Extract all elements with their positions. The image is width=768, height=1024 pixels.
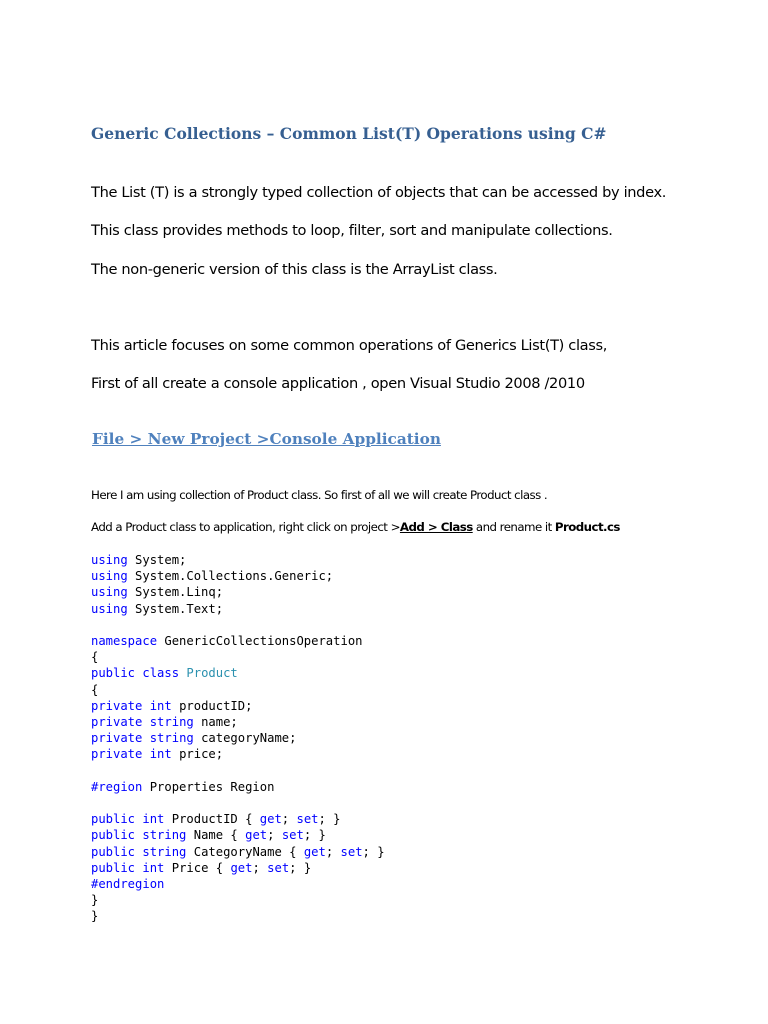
code-keyword: using	[91, 585, 128, 600]
code-line	[91, 568, 385, 584]
paragraph-class-methods: This class provides methods to loop, filter, sort and manipulate collections.	[91, 222, 613, 239]
code-text: {	[91, 682, 99, 697]
paragraph-add-product-class	[91, 520, 620, 534]
code-keyword: string	[142, 828, 187, 843]
code-keyword: set	[340, 844, 363, 859]
code-text: System.Collections.Generic;	[127, 569, 334, 584]
code-text: ProductID {	[164, 812, 260, 827]
code-text: Properties Region	[142, 779, 275, 794]
code-text: ;	[267, 828, 282, 843]
paragraph-article-focus: This article focuses on some common operations of Generics List(T) class,	[91, 337, 608, 354]
code-line	[91, 746, 385, 762]
code-text: ; }	[362, 844, 385, 859]
code-keyword: int	[142, 812, 165, 827]
code-keyword: using	[91, 553, 128, 567]
code-keyword: get	[303, 844, 326, 859]
code-text: ; }	[303, 828, 326, 843]
code-text: ;	[325, 844, 341, 859]
paragraph-product-collection: Here I am using collection of Product class. So first of all we will create Product class .	[91, 488, 548, 502]
code-text: ;	[281, 812, 297, 827]
code-keyword: private	[91, 715, 143, 730]
code-line	[91, 714, 385, 730]
code-text	[142, 715, 149, 729]
code-keyword: get	[230, 860, 253, 875]
code-line	[91, 665, 385, 681]
code-text: }	[91, 893, 99, 908]
code-keyword: public	[91, 828, 136, 843]
code-text: ;	[252, 860, 268, 875]
code-text: {	[91, 650, 99, 665]
code-type-name: Product	[186, 666, 238, 681]
code-keyword: string	[142, 844, 187, 859]
code-line	[91, 633, 385, 649]
code-keyword: using	[91, 569, 128, 584]
code-text: price;	[171, 747, 224, 762]
code-line	[91, 827, 385, 843]
code-text: ; }	[289, 860, 312, 875]
code-line	[91, 908, 385, 924]
code-keyword: using	[91, 601, 128, 616]
code-keyword: int	[142, 860, 165, 875]
product-filename: Product.cs	[554, 520, 620, 534]
code-line	[91, 584, 385, 600]
code-text: Price {	[164, 860, 231, 875]
code-line	[91, 682, 385, 698]
code-line	[91, 876, 385, 892]
code-line	[91, 601, 385, 617]
section-heading-new-project: File > New Project >Console Application	[92, 430, 441, 448]
code-block-product-class	[91, 552, 385, 925]
code-line	[91, 860, 385, 876]
code-keyword: #endregion	[91, 877, 165, 892]
code-keyword: string	[149, 715, 194, 730]
code-keyword: public	[91, 666, 136, 681]
code-keyword: class	[142, 666, 180, 681]
code-text: ; }	[318, 812, 341, 827]
paragraph-non-generic: The non-generic version of this class is the ArrayList class.	[91, 261, 498, 278]
code-keyword: private	[91, 698, 143, 713]
code-line	[91, 811, 385, 827]
code-text: System;	[127, 553, 187, 567]
code-keyword: set	[296, 812, 319, 827]
code-line	[91, 844, 385, 860]
code-keyword: public	[91, 812, 136, 827]
code-keyword: int	[149, 747, 172, 762]
code-keyword: private	[91, 731, 143, 746]
code-text: name;	[193, 715, 238, 730]
code-text: }	[91, 909, 99, 924]
code-text: CategoryName {	[186, 844, 304, 859]
code-text: System.Text;	[127, 601, 224, 616]
code-text: GenericCollectionsOperation	[157, 634, 363, 649]
code-text: System.Linq;	[127, 585, 224, 600]
code-text: Name {	[186, 828, 246, 843]
instruction-text-start: Add a Product class to application, right click on project >	[91, 520, 400, 534]
code-line	[91, 617, 385, 633]
code-keyword: get	[259, 812, 282, 827]
add-class-menu-path: Add > Class	[399, 520, 473, 534]
page-title: Generic Collections – Common List(T) Operations using C#	[91, 124, 607, 143]
code-keyword: string	[149, 731, 194, 746]
code-line	[91, 892, 385, 908]
code-keyword: get	[245, 828, 268, 843]
code-keyword: private	[91, 747, 143, 762]
code-text	[142, 747, 149, 761]
code-text: categoryName;	[193, 731, 297, 746]
code-line	[91, 730, 385, 746]
code-line	[91, 779, 385, 795]
instruction-text-middle: and rename it	[472, 520, 555, 534]
code-keyword: public	[91, 844, 136, 859]
code-line	[91, 698, 385, 714]
code-keyword: public	[91, 860, 136, 875]
code-keyword: set	[267, 860, 290, 875]
code-keyword: namespace	[91, 634, 158, 649]
code-line	[91, 649, 385, 665]
code-line	[91, 763, 385, 779]
code-line	[91, 795, 385, 811]
code-keyword: int	[149, 698, 172, 713]
code-text: productID;	[171, 698, 253, 713]
code-keyword: #region	[91, 779, 143, 794]
code-keyword: set	[281, 828, 304, 843]
code-text	[142, 731, 149, 745]
paragraph-list-description: The List (T) is a strongly typed collection of objects that can be accessed by index.	[91, 184, 667, 201]
code-text	[142, 699, 149, 713]
code-line	[91, 552, 385, 568]
paragraph-create-console-app: First of all create a console application , open Visual Studio 2008 /2010	[91, 375, 585, 392]
